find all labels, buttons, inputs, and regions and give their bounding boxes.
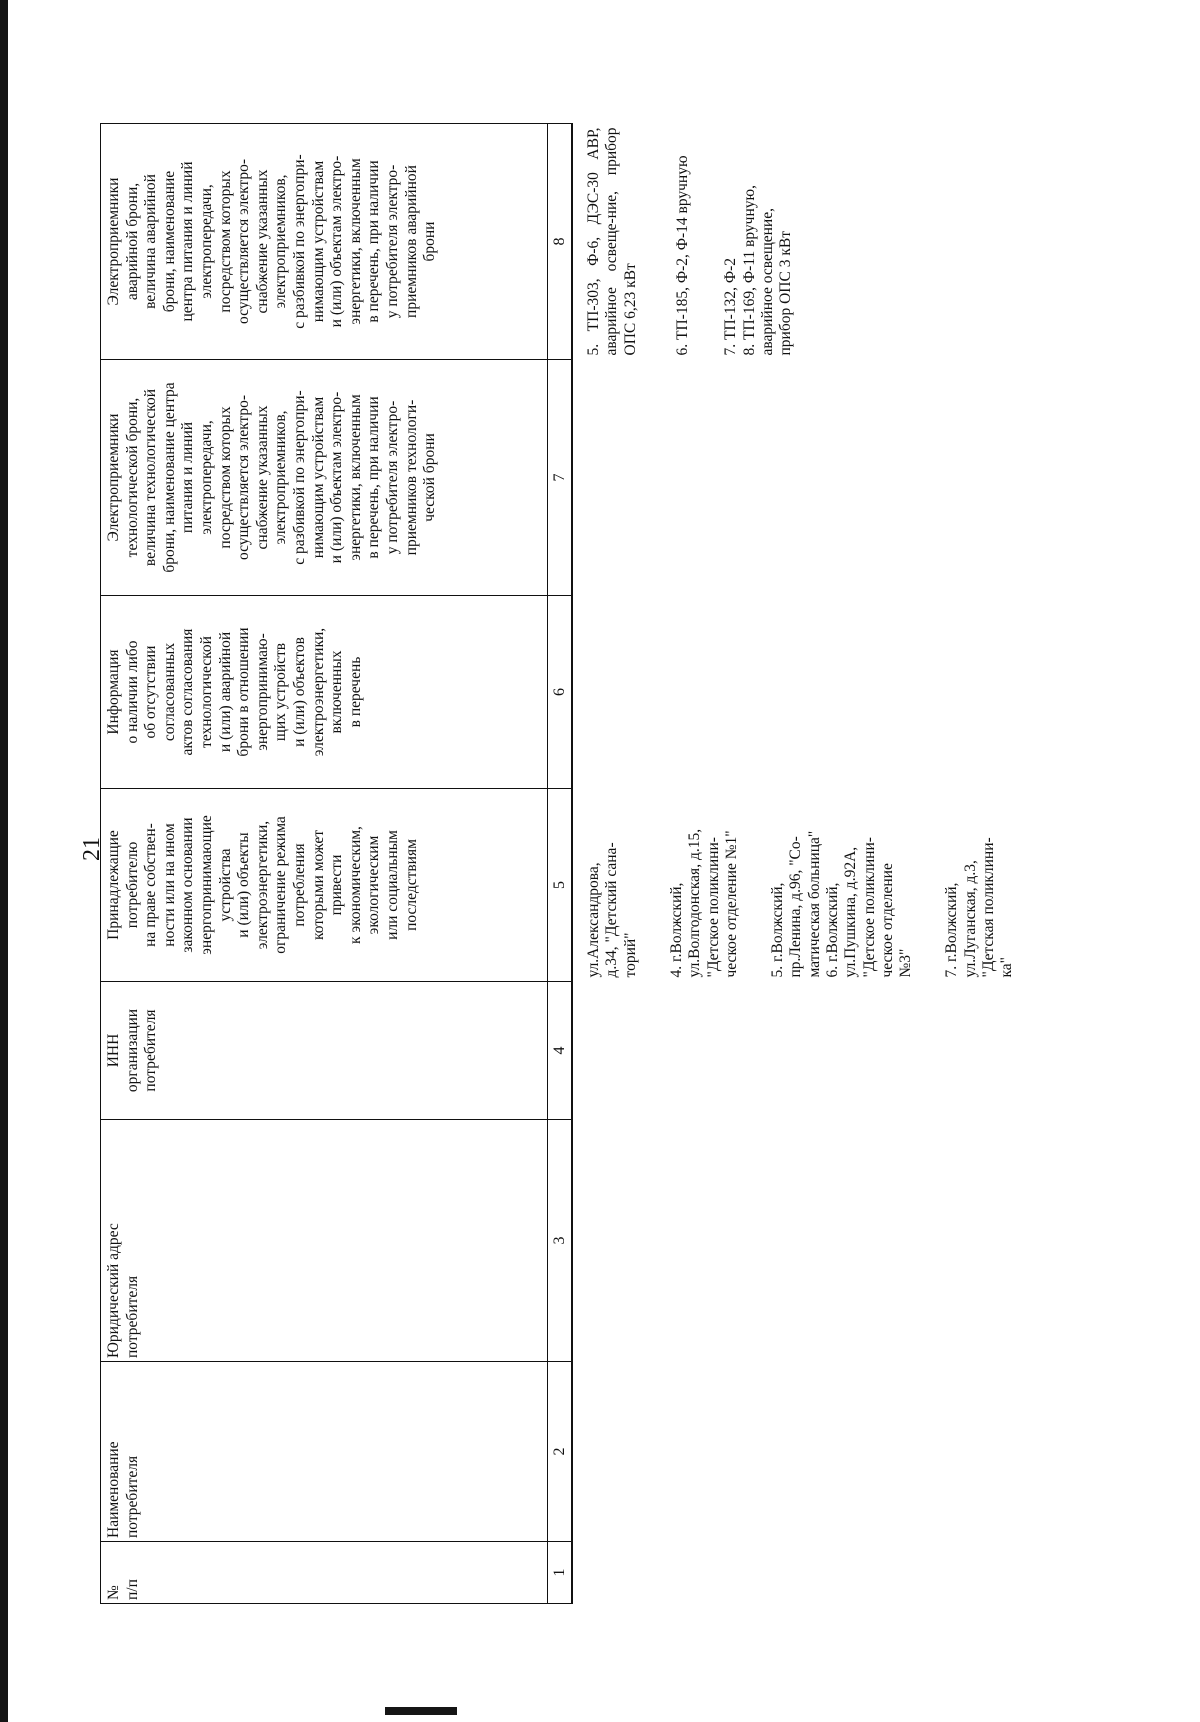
- column-number-row: [548, 124, 573, 1604]
- column-number: 1: [548, 1542, 573, 1604]
- column-number: 4: [548, 982, 573, 1120]
- cell-consumer-name: [572, 1362, 1016, 1542]
- table-row: [572, 124, 1016, 1604]
- header-acts-info: Информация о наличии либо об отсутствии согласованных актов согласования технологической и (или) аварийной брони в отношении энергопринимаю- щих устройств и (или) объектов электроэнергетики, включенных в перечень: [101, 596, 548, 789]
- header-emergency-reserve: Электроприемники аварийной брони, величина аварийной брони, наименование центра питания и линий электропередачи, посредством которых осуществляется электро- снабжение указанных электроприемников, с разбивкой по энергопри- нимающим устройствам и (или) объектам электро- энергетики, включенным в перечень, при наличии у потребителя электро- приемников аварийной брони: [101, 124, 548, 360]
- header-inn: ИНН организации потребителя: [101, 982, 548, 1120]
- header-number: № п/п: [101, 1542, 548, 1604]
- cell-devices: [572, 789, 1016, 982]
- header-consumer-name: Наименование потребителя: [101, 1362, 548, 1542]
- address-entry: 7. г.Волжский, ул.Луганская, д.3, "Детская поликлини- ка": [943, 837, 1016, 978]
- cell-legal-address: [572, 1120, 1016, 1362]
- cell-acts-info: [572, 596, 1016, 789]
- cell-emergency-reserve: [572, 124, 1016, 360]
- header-legal-address: Юридический адрес потребителя: [101, 1120, 548, 1362]
- header-technological-reserve: Электроприемники технологической брони, величина технологической брони, наименование центра питания и линий электропередачи, посредством которых осуществляется электро- снабжение указанных электроприемников, с разбивкой по энергопри- нимающим устройствам и (или) объектам электро- энергетики, включенным в перечень, при наличии у потребителя электро- приемников технологи- ческой брони: [101, 360, 548, 596]
- cell-inn: [572, 982, 1016, 1120]
- column-number: 7: [548, 360, 573, 596]
- page-number: 21: [79, 837, 105, 861]
- address-entry: ул.Александрова, д.34, "Детский сана- торий": [585, 842, 639, 978]
- reserve-entry: 6. ТП-185, Ф-2, Ф-14 вручную: [674, 155, 692, 356]
- column-number: 8: [548, 124, 573, 360]
- reserve-entry: 7. ТП-132, Ф-2 8. ТП-169, Ф-11 вручную, аварийное освещение, прибор ОПС 3 кВт: [722, 185, 795, 356]
- cell-technological-reserve: [572, 360, 1016, 596]
- address-entry: 5. г.Волжский, пр.Ленина, д.96, "Со- матическая больница" 6. г.Волжский, ул.Пушкина, д.92А, "Детское поликлини- ческое отделение №3": [769, 830, 915, 978]
- consumer-table: [100, 123, 1017, 1604]
- header-row: [101, 124, 548, 1604]
- header-devices: Принадлежащие потребителю на праве собствен- ности или на ином законном основании энергопринимающие устройства и (или) объекты электроэнергетики, ограничение режима потребления которыми может привести к экономическим, экологическим или социальным последствиям: [101, 789, 548, 982]
- column-number: 5: [548, 789, 573, 982]
- address-entry: 4. г.Волжский, ул.Волгодонская, д.15, "Детское поликлини- ческое отделение №1": [668, 828, 740, 978]
- reserve-entry: 5. ТП-303, Ф-6, ДЭС-30 АВР, аварийное освеще-ние, прибор ОПС 6,23 кВт: [585, 127, 639, 356]
- cell-number: [572, 1542, 1016, 1604]
- column-number: 6: [548, 596, 573, 789]
- column-number: 2: [548, 1362, 573, 1542]
- column-number: 3: [548, 1120, 573, 1362]
